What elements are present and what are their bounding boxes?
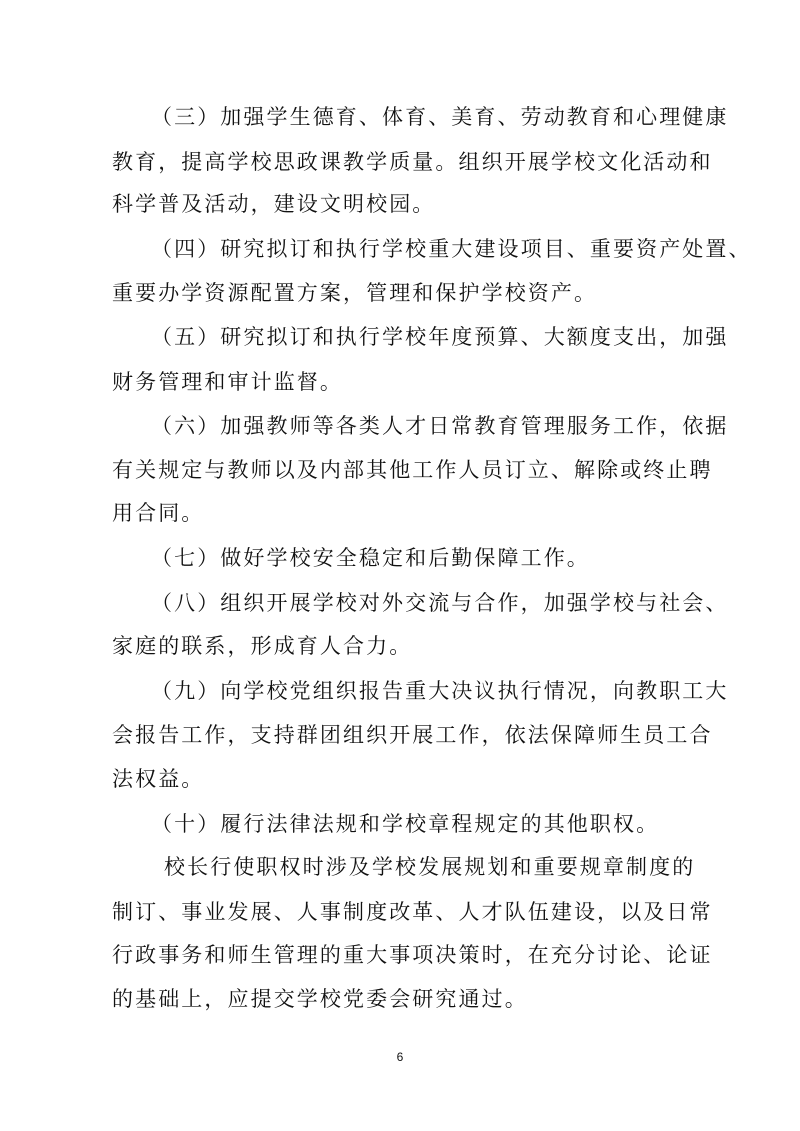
paragraph-9-line-1: 校长行使职权时涉及学校发展规划和重要规章制度的 bbox=[164, 855, 696, 879]
paragraph-5-line-1: （七）做好学校安全稳定和后勤保障工作。 bbox=[151, 546, 590, 570]
paragraph-6-line-2: 家庭的联系，形成育人合力。 bbox=[112, 634, 413, 658]
paragraph-2-line-2: 重要办学资源配置方案，管理和保护学校资产。 bbox=[112, 281, 598, 305]
paragraph-7-line-3: 法权益。 bbox=[112, 767, 205, 791]
paragraph-1-line-2: 教育，提高学校思政课教学质量。组织开展学校文化活动和 bbox=[112, 150, 713, 174]
paragraph-4-line-1: （六）加强教师等各类人才日常教育管理服务工作，依据 bbox=[151, 414, 729, 438]
paragraph-1-line-3: 科学普及活动，建设文明校园。 bbox=[112, 192, 436, 216]
paragraph-9-line-2: 制订、事业发展、人事制度改革、人才队伍建设，以及日常 bbox=[112, 900, 713, 924]
paragraph-1-line-1: （三）加强学生德育、体育、美育、劳动教育和心理健康 bbox=[151, 105, 729, 129]
paragraph-9-line-4: 的基础上，应提交学校党委会研究通过。 bbox=[112, 987, 528, 1011]
paragraph-2-line-1: （四）研究拟订和执行学校重大建设项目、重要资产处置、 bbox=[151, 237, 752, 261]
paragraph-8-line-1: （十）履行法律法规和学校章程规定的其他职权。 bbox=[151, 812, 660, 836]
paragraph-6-line-1: （八）组织开展学校对外交流与合作，加强学校与社会、 bbox=[151, 591, 729, 615]
paragraph-9-line-3: 行政事务和师生管理的重大事项决策时，在充分讨论、论证 bbox=[112, 943, 713, 967]
paragraph-3-line-2: 财务管理和审计监督。 bbox=[112, 370, 343, 394]
paragraph-4-line-3: 用合同。 bbox=[112, 501, 205, 525]
paragraph-7-line-2: 会报告工作，支持群团组织开展工作，依法保障师生员工合 bbox=[112, 723, 713, 747]
paragraph-7-line-1: （九）向学校党组织报告重大决议执行情况，向教职工大 bbox=[151, 679, 729, 703]
paragraph-3-line-1: （五）研究拟订和执行学校年度预算、大额度支出，加强 bbox=[151, 325, 729, 349]
page-number: 6 bbox=[396, 1050, 404, 1064]
paragraph-4-line-2: 有关规定与教师以及内部其他工作人员订立、解除或终止聘 bbox=[112, 458, 713, 482]
